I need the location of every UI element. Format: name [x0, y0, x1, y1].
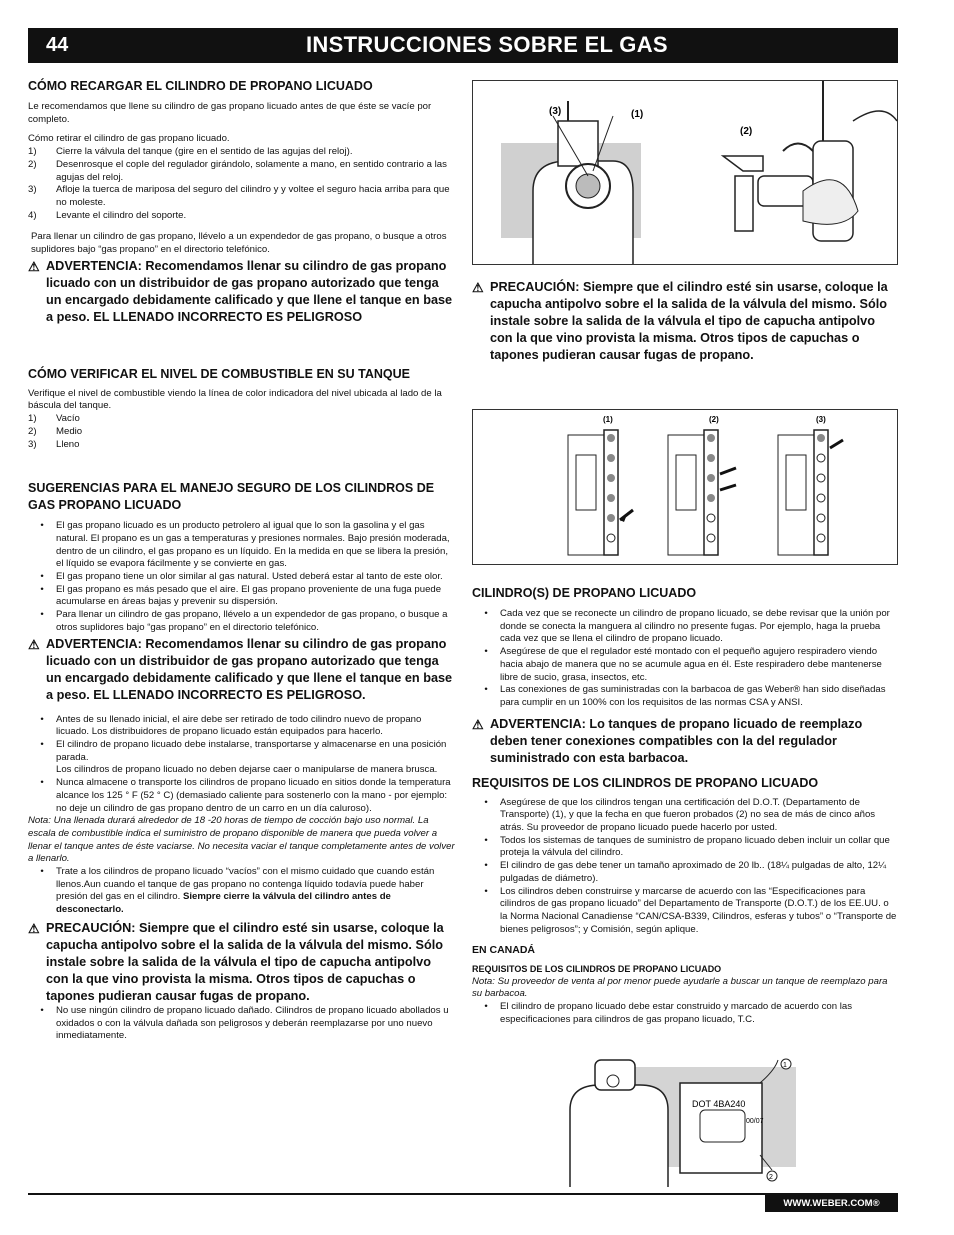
fuel-level-list [28, 413, 456, 451]
warning-icon: ⚠ [28, 258, 40, 274]
list-item: • El cilindro de propano licuado debe estar construido y marcado de acuerdo con las especificaciones para cilindros de gas propano licuado, T.C. [484, 1001, 852, 1025]
list-item: • Asegúrese de que el regulador esté montado con el pequeño agujero respiradero viendo hacia abajo de manera que no se acumule agua en él. Este respiradero debe mantenerse libre de sucio, grasa, insectos, etc. [484, 646, 882, 683]
list-item: 1) Vacío [28, 413, 80, 425]
canada-title: EN CANADÁ [472, 944, 535, 957]
left-column [28, 78, 456, 1043]
list-item: • Antes de su llenado inicial, el aire debe ser retirado de todo cilindro nuevo de propano licuado. Los distribuidores de propano licuado están equipados para hacerlo. [40, 713, 422, 738]
gauge-label-2: (2) [709, 415, 719, 424]
test-date: 00/07 [746, 1118, 764, 1125]
section-title-fuel-level: CÓMO VERIFICAR EL NIVEL DE COMBUSTIBLE EN SU TANQUE [28, 366, 410, 381]
list-item: 2) Desenrosque el copIe del regulador girándolo, solamente a mano, en sentido contrario a las agujas del reloj. [28, 158, 447, 183]
valve-illustration [473, 81, 897, 264]
list-item: • El gas propano tiene un olor similar al gas natural. Usted deberá estar al tanto de este olor. [40, 571, 443, 583]
usage-note: Nota: Una llenada durará alrededor de 18 -20 horas de tiempo de cocción bajo uso normal. La escala de combustible indica el suministro de propano disponible de manera que pueda volver a llenar el tanque antes de éste vaciarse. No necesita vaciar el tanque completamente antes de volver a llenarlo. [28, 815, 455, 865]
list-item: • Para llenar un cilindro de gas propano, llévelo a un expendedor de gas propano, o busque a otros suplidores bajo “gas propano” en el directorio telefónico. [40, 609, 448, 633]
list-item: 4) Levante el cilindro del soporte. [28, 209, 187, 221]
gauge-label-1: (1) [603, 415, 613, 424]
list-item: • Nunca almacene o transporte los cilindros de propano licuado en sitios donde la temperatura alcance los 125 ° F (52 ° C) (demasiado caliente para sostenerlo con la mano - por ejemplo: no deje un cilindro de gas propano dentro de un carro en un día caluroso). [40, 777, 451, 814]
dot-cylinder-illustration [560, 1055, 798, 1187]
right-column [472, 585, 898, 1027]
list-item: • El cilindro de gas debe tener un tamaño aproximado de 20 lb.. (18¼ pulgadas de alto, 12¼ pulgadas de diámetro). [484, 860, 887, 884]
figure-cylinder-valve [472, 80, 898, 265]
list-item: 3) Afloje la tuerca de mariposa del seguro del cilindro y y voltee el seguro hacia arriba para que no moleste. [28, 184, 450, 208]
list-item: • Las conexiones de gas suministradas con la barbacoa de gas Weber® han sido diseñadas para cumplir en un 100% con los requisitos de las normas CSA y ANSI. [484, 684, 886, 708]
figure-callout-2: (2) [740, 126, 753, 137]
warning-block-1: ⚠ ADVERTENCIA: Recomendamos llenar su cilindro de gas propano licuado con un distribuidor de gas propano autorizado que tenga un encargado debidamente calificado y que llene el tanque en base a peso. EL LLENADO INCORRECTO ES PELIGROSO [28, 258, 453, 324]
callout-1: 1 [783, 1062, 787, 1069]
safety-list [28, 520, 456, 634]
canada-list [472, 1001, 898, 1026]
refill-steps [28, 146, 456, 222]
refill-how: Cómo retirar el cilindro de gas propano licuado. [28, 133, 230, 145]
list-item: • Cada vez que se reconecte un cilindro de propano licuado, se debe revisar que la unión por donde se conecta la manguera al cilindro no presente fugas. Por ejemplo, haga la prueba cada vez que se llena el cilindro de propano licuado. [484, 608, 890, 645]
list-item: • Trate a los cilindros de propano licuado “vacíos” con el mismo cuidado que cuando están llenos.Aun cuando el tanque de gas propano no contenga líquido todavía puede haber presión del gas en el cilindro. Siempre cierre la válvula del cilindro antes de desconectarlo. [40, 866, 435, 916]
fuel-gauge-illustration [473, 410, 897, 564]
figure-dot-cylinder [560, 1055, 798, 1187]
warning-icon: ⚠ [472, 716, 484, 732]
list-item: 2) Medio [28, 425, 83, 437]
fuel-level-text: Verifique el nivel de combustible viendo la línea de color indicadora del nivel ubicada al lado de la báscula del tanque. [28, 387, 442, 412]
list-item: 1) Cierre la válvula del tanque (gire en el sentido de las agujas del reloj). [28, 146, 353, 158]
page-title: INSTRUCCIONES SOBRE EL GAS [306, 32, 668, 57]
figure-callout-3: (3) [549, 106, 562, 117]
section-title-safety: SUGERENCIAS PARA EL MANEJO SEGURO DE LOS CILINDROS DE GAS PROPANO LICUADO [28, 481, 435, 513]
warning-block-2: ⚠ ADVERTENCIA: Recomendamos llenar su cilindro de gas propano licuado con un distribuidor de gas propano autorizado que tenga un encargado debidamente calificado y que llene el tanque en base a peso. EL LLENADO INCORRECTO ES PELIGROSO. [28, 636, 453, 702]
gauge-label-3: (3) [816, 415, 826, 424]
warning-icon: ⚠ [28, 636, 40, 652]
damaged-cylinder-list [28, 1005, 456, 1043]
figure-callout-1: (1) [631, 109, 644, 120]
list-item: • El gas propano es más pesado que el aire. El gas propano proveniente de una fuga puede acumularse en áreas bajas y prevenir su dispersión. [40, 583, 442, 608]
warning-icon: ⚠ [28, 920, 40, 936]
dot-code: DOT 4BA240 [692, 1099, 746, 1109]
figure-fuel-gauge [472, 409, 898, 565]
list-item: • Todos los sistemas de tanques de suministro de propano licuado deben incluir un collar que proteja la válvula del cilindro. [484, 834, 890, 859]
list-item: • No use ningún cilindro de propano licuado dañado. Cilindros de propano licuado abollados u oxidados o con la válvula dañada son peligrosos y deberán reemplazarse por uno nuevo inmediatamente. [40, 1004, 449, 1042]
section-title-refill: CÓMO RECARGAR EL CILINDRO DE PROPANO LICUADO [28, 79, 373, 93]
footer-url: WWW.WEBER.COM® [765, 1195, 898, 1212]
section-title-requirements: REQUISITOS DE LOS CILINDROS DE PROPANO LICUADO [472, 775, 819, 790]
caution-block-1: ⚠ PRECAUCIÓN: Siempre que el cilindro esté sin usarse, coloque la capucha antipolvo sobre el la salida de la válvula del mismo. Sólo instale sobre la salida de la válvula el tipo de capucha antipolvo con la que vino provista la misma. Otros tipos de capuchas o tapones pudieran causar fugas de propano. [28, 920, 444, 1003]
section-title-cylinders: CILINDRO(S) DE PROPANO LICUADO [472, 586, 697, 600]
list-item: • Asegúrese de que los cilindros tengan una certificación del D.O.T. (Departamento de Transporte) (1), y que la fecha en que fueron probados (2) no sea de más de cinco años atrás. Su proveedor de propano licuado puede hacerlo por usted. [484, 796, 876, 834]
refill-fill-text: Para llenar un cilindro de gas propano, llévelo a un expendedor de gas propano, o busque a otros suplidores bajo “gas propano” en el directorio telefónico. [31, 231, 447, 256]
refill-intro: Le recomendamos que llene su cilindro de gas propano licuado antes de que éste se vacíe por completo. [28, 101, 432, 125]
cylinders-list [472, 608, 898, 710]
empty-cylinder-list [28, 866, 456, 917]
page-number: 44 [46, 34, 69, 56]
canada-subtitle: REQUISITOS DE LOS CILINDROS DE PROPANO LICUADO [472, 964, 722, 975]
canada-note: Nota: Su proveedor de venta al por menor puede ayudarle a buscar un tanque de reemplazo para su barbacoa. [472, 975, 888, 1000]
handling-list [28, 714, 456, 816]
caution-block-2: ⚠ PRECAUCIÓN: Siempre que el cilindro esté sin usarse, coloque la capucha antipolvo sobre el la salida de la válvula del mismo. Sólo instale sobre la salida de la válvula el tipo de capucha antipolvo con la que vino provista la misma. Otros tipos de capuchas o tapones pudieran causar fugas de propano. [472, 280, 888, 362]
list-item: • Los cilindros deben construirse y marcarse de acuerdo con las “Especificaciones para cilindros de gas propano licuado” del Departamento de Transporte (D.O.T.) de los EE.UU. o la Norma Nacional Canadiense “CAN/CSA-B339, Cilindros, esferas y tubos” o “Transporte de bienes peligrosos”; y Comisión, según aplique. [484, 885, 897, 935]
callout-2: 2 [769, 1174, 773, 1181]
list-item: • El cilindro de propano licuado debe instalarse, transportarse y almacenarse en una posición parada. Los cilindros de propano licuado no deben dejarse caer o manipularse de manera brusca. [40, 738, 447, 776]
warning-icon: ⚠ [472, 280, 484, 295]
page-header [28, 28, 898, 63]
requirements-list [472, 797, 898, 937]
list-item: • El gas propano licuado es un producto petrolero al igual que lo son la gasolina y el gas natural. El propano es un gas a temperaturas y presiones normales. Bajo presión moderada, dentro de un cilindro, el gas propano es un líquido. En la medida en que se libera la presión, el líquido se evapora fácilmente y se convierte en gas. [40, 520, 450, 570]
list-item: 3) Lleno [28, 438, 80, 450]
warning-block-3: ⚠ ADVERTENCIA: Lo tanques de propano licuado de reemplazo deben tener conexiones compatibles con la del regulador suministrado con esta barbacoa. [472, 716, 863, 765]
